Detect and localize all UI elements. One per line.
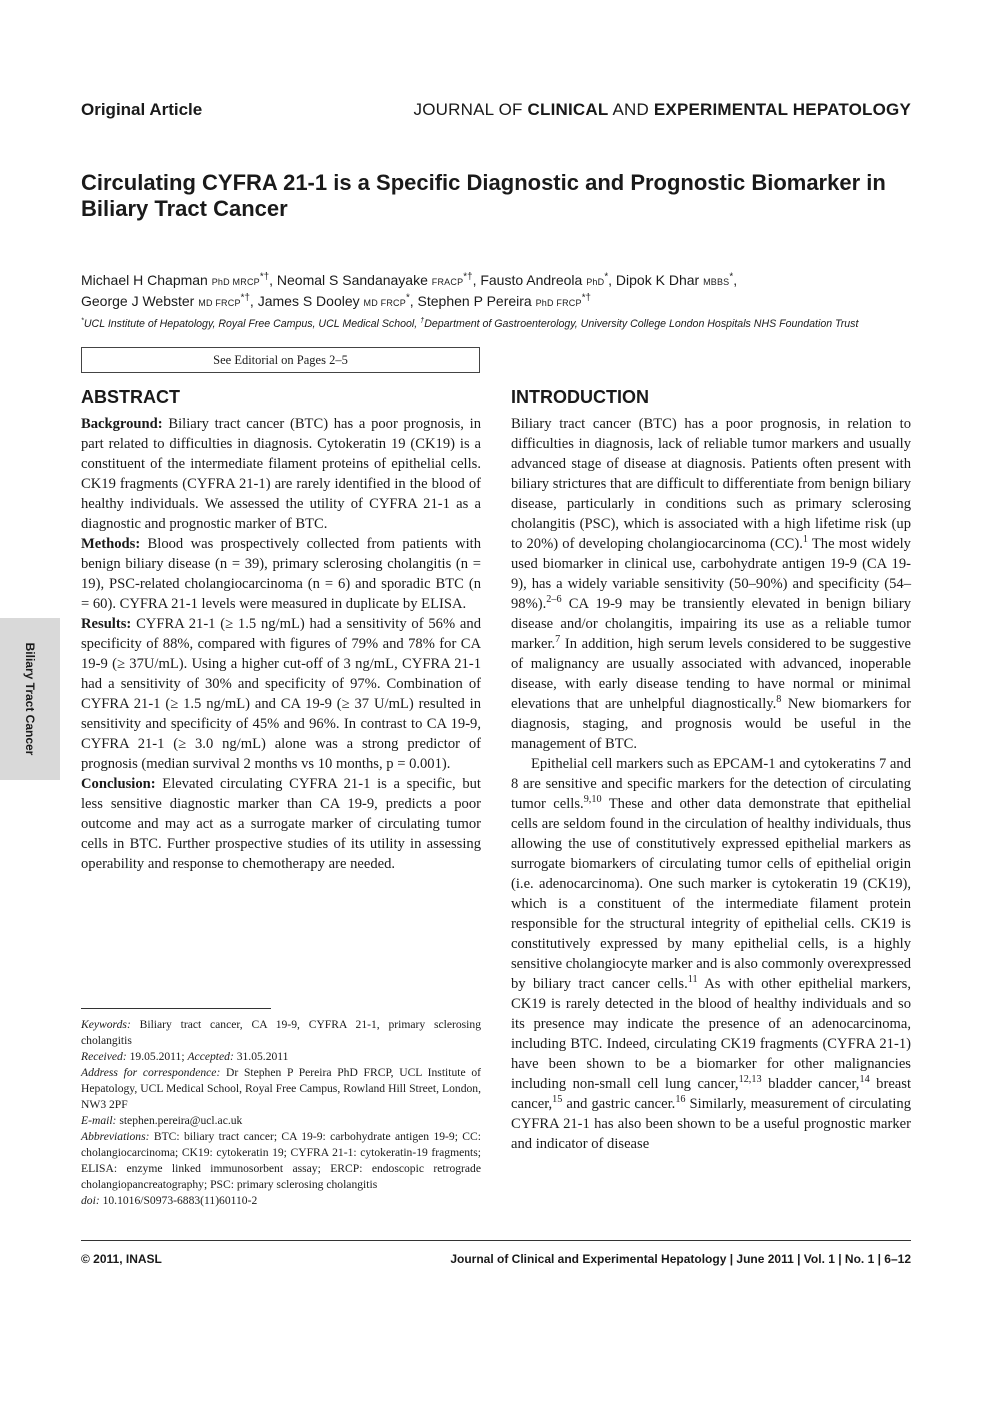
keywords: Keywords: Biliary tract cancer, CA 19-9, CYFRA 21-1, primary sclerosing cholangitis [81, 1018, 481, 1047]
author: Stephen P Pereira PhD FRCP*† [417, 292, 591, 309]
abstract-conclusion: Conclusion: Elevated circulating CYFRA 21-1 is a specific, but less sensitive diagnostic marker than CA 19-9, predicts a poor outcome and may act as a surrogate marker of circulating tumor cells in BTC. Further prospective studies of its utility in assessing operability and response to chemotherapy are needed. [81, 776, 481, 872]
abstract-body [81, 414, 481, 874]
author-list [81, 271, 921, 313]
intro-paragraph: Epithelial cell markers such as EPCAM-1 and cytokeratins 7 and 8 are sensitive and specific markers for the detection of circulating tumor cells.$^{9,10}$ These and other data demonstrate that epithelial cells are seldom found in the circulation of healthy individuals, thus allowing the use of constitutively expressed epithelial markers as surrogate biomarkers of circulating tumor cells of epithelial origin (i.e. adenocarcinoma). One such marker is cytokeratin 19 (CK19), which is a constituent of the intermediate filament protein responsible for the structural integrity of epithelial cells. CK19 is constitutively expressed by many epithelial cells, is a highly sensitive cholangiocyte marker and is also commonly overexpressed by biliary tract cancer cells.$^{11}$ As with other epithelial markers, CK19 is rarely detected in the blood of healthy individuals and so its presence may indicate the presence of an adenocarcinoma, including BTC. Indeed, circulating CK19 fragments (CYFRA 21-1) have been shown to be a biomarker for other malignancies including non-small cell lung cancer,$^{12,13}$ bladder cancer,$^{14}$ breast cancer,$^{15}$ and gastric cancer.$^{16}$ Similarly, measurement of circulating CYFRA 21-1 has also been shown to be a useful prognostic marker and indicator of disease [511, 756, 912, 1152]
abstract-heading: ABSTRACT [81, 387, 180, 407]
article-footnotes [81, 1017, 481, 1209]
introduction-heading: INTRODUCTION [511, 387, 649, 407]
doi: doi: 10.1016/S0973-6883(11)60110-2 [81, 1194, 258, 1207]
section-side-tab [0, 618, 60, 780]
received-dates: Received: 19.05.2011; Accepted: 31.05.2011 [81, 1050, 289, 1063]
author: George J Webster MD FRCP*†, [81, 292, 258, 309]
footnote-divider [81, 1008, 271, 1009]
author: James S Dooley MD FRCP*, [257, 292, 418, 309]
correspondence-address: Address for correspondence: Dr Stephen P Pereira PhD FRCP, UCL Institute of Hepatology, UCL Medical School, Royal Free Campus, Rowland Hill Street, London, NW3 2PF [81, 1066, 481, 1111]
email: E-mail: stephen.pereira@ucl.ac.uk [81, 1114, 243, 1127]
author: Fausto Andreola PhD*, [480, 271, 616, 288]
side-tab-label: Biliary Tract Cancer [23, 642, 37, 756]
article-title: Circulating CYFRA 21-1 is a Specific Diagnostic and Prognostic Biomarker in Biliary Tract Cancer [81, 170, 886, 221]
author: Neomal S Sandanayake FRACP*†, [276, 271, 481, 288]
footer-divider [81, 1240, 911, 1241]
journal-name: JOURNAL OF CLINICAL AND EXPERIMENTAL HEPATOLOGY [413, 100, 911, 119]
affiliations: *UCL Institute of Hepatology, Royal Free Campus, UCL Medical School, †Department of Gastroenterology, University College London Hospitals NHS Foundation Trust [81, 315, 859, 330]
author: Dipok K Dhar MBBS*, [615, 271, 738, 288]
abbreviations: Abbreviations: BTC: biliary tract cancer; CA 19-9: carbohydrate antigen 19-9; CC: cholangiocarcinoma; CK19: cytokeratin 19; CYFRA 21-1: cytokeratin-19 fragments; ELISA: enzyme linked immunosorbent assay; ERCP: endoscopic retrograde cholangiopancreatography; PSC: primary sclerosing cholangitis [81, 1130, 481, 1191]
abstract-results: Results: CYFRA 21-1 (≥ 1.5 ng/mL) had a sensitivity of 56% and specificity of 88%, compared with figures of 79% and 78% for CA 19-9 (≥ 37U/mL). Using a higher cut-off of 3 ng/mL, CYFRA 21-1 had a sensitivity of 30% and specificity of 97%. Combination of CYFRA 21-1 (≥ 1.5 ng/mL) and CA 19-9 (≥ 37 U/mL) resulted in sensitivity and specificity of 45% and 96%. In contrast to CA 19-9, CYFRA 21-1 (≥ 3.0 ng/mL) alone was a strong predictor of prognosis (median survival 2 months vs 10 months, p = 0.001). [81, 616, 481, 772]
author: Michael H Chapman PhD MRCP*†, [81, 271, 277, 288]
abstract-methods: Methods: Blood was prospectively collected from patients with benign biliary disease (n = 39), primary sclerosing cholangitis (n = 19), PSC-related cholangiocarcinoma (n = 6) and sporadic BTC (n = 60). CYFRA 21-1 levels were measured in duplicate by ELISA. [81, 536, 481, 612]
editorial-note: See Editorial on Pages 2–5 [81, 347, 480, 373]
journal-citation: Journal of Clinical and Experimental Hepatology | June 2011 | Vol. 1 | No. 1 | 6–12 [450, 1252, 911, 1266]
section-label: Original Article [81, 100, 203, 119]
introduction-body [511, 414, 911, 1154]
intro-paragraph: Biliary tract cancer (BTC) has a poor prognosis, in relation to difficulties in diagnosis, lack of reliable tumor markers and usually advanced stage of disease at diagnosis. Patients often present with biliary strictures that are difficult to differentiate from benign biliary disease, particularly in conditions such as primary sclerosing cholangitis (PSC), which is associated with a high lifetime risk (up to 20%) of developing cholangiocarcinoma (CC).$^1$ The most widely used biomarker in clinical use, carbohydrate antigen 19-9 (CA 19-9), has a widely variable sensitivity (50–90%) and specificity (54–98%).$^{2-6}$ CA 19-9 may be transiently elevated in benign biliary disease and/or cholangitis, impairing its use as a reliable tumor marker.$^7$ In addition, high serum levels considered to be suggestive of malignancy are usually associated with advanced, inoperable disease, with early disease tending to have normal or minimal elevations that are unhelpful diagnostically.$^8$ New biomarkers for diagnosis, staging, and prognosis would be useful in the management of BTC. [511, 416, 911, 752]
copyright: © 2011, INASL [81, 1252, 162, 1266]
abstract-background: Background: Biliary tract cancer (BTC) has a poor prognosis, in part related to difficulties in diagnosis. Cytokeratin 19 (CK19) is a constituent of the intermediate filament proteins of epithelial cells. CK19 fragments (CYFRA 21-1) are rarely identified in the blood of healthy individuals. We assessed the utility of CYFRA 21-1 as a diagnostic and prognostic marker of BTC. [81, 416, 481, 532]
